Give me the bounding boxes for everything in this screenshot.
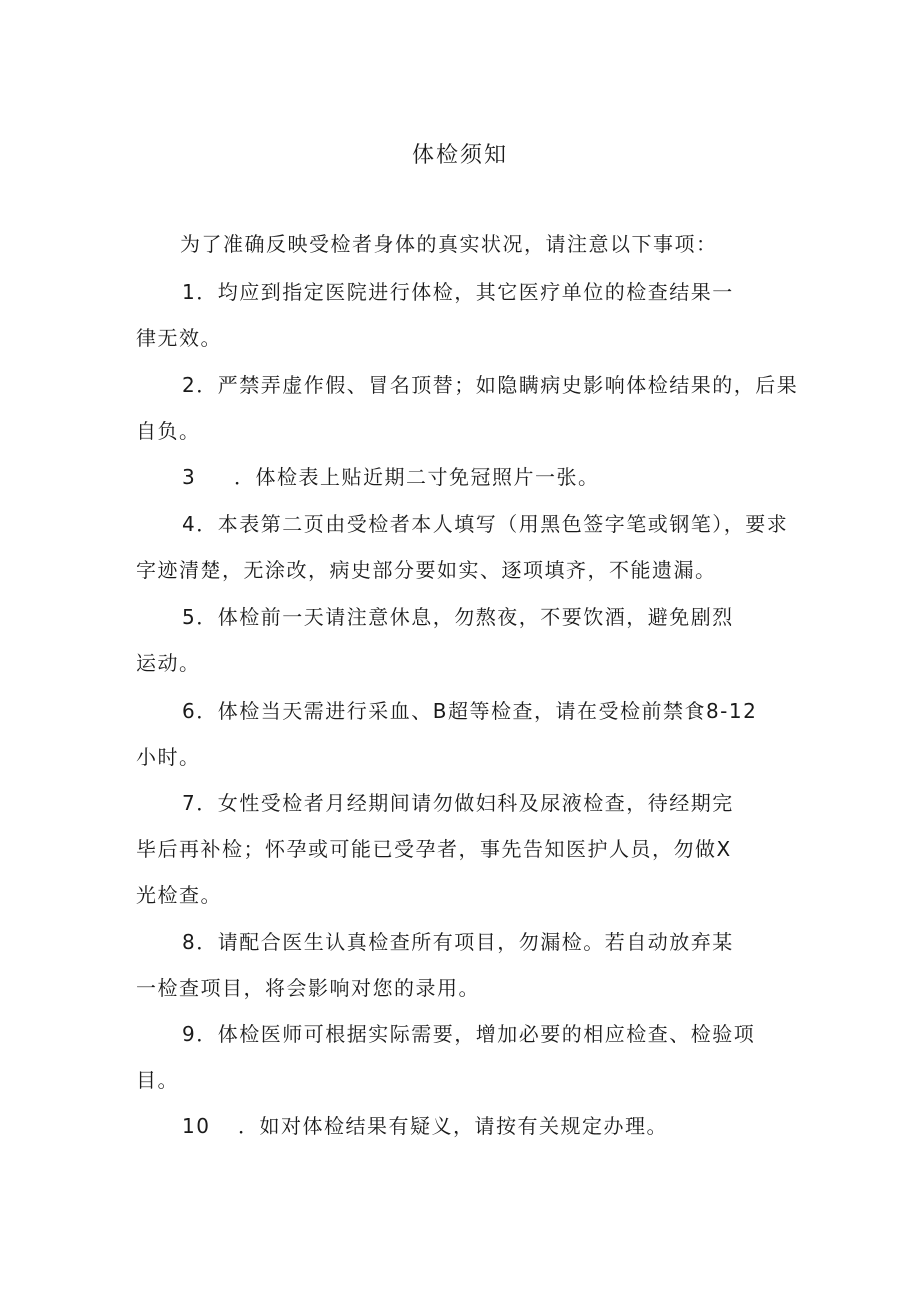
notice-item-1-line-1: 1．均应到指定医院进行体检，其它医疗单位的检查结果一 [182,280,734,304]
item-number: 8 [182,930,197,954]
item-number: 7 [182,791,197,815]
notice-item-5-line-1: 5．体检前一天请注意休息，勿熬夜，不要饮酒，避免剧烈 [182,605,734,629]
notice-item-2-line-1: 2．严禁弄虚作假、冒名顶替；如隐瞒病史影响体检结果的，后果 [182,373,799,397]
item-number: 6 [182,699,197,723]
notice-item-9-line-2: 目。 [136,1068,179,1092]
notice-item-4-line-1: 4．本表第二页由受检者本人填写（用黑色签字笔或钢笔），要求 [182,512,789,536]
item-number: 10 [182,1114,211,1138]
notice-item-6-line-2: 小时。 [136,745,201,769]
intro-text: 为了准确反映受检者身体的真实状况，请注意以下事项： [180,232,718,256]
notice-item-5-line-2: 运动。 [136,651,201,675]
notice-item-8-line-2: 一检查项目，将会影响对您的录用。 [136,976,480,1000]
item-number: 3 [182,465,197,489]
item-number: 1 [182,280,197,304]
item-number: 9 [182,1022,197,1046]
item-number: 5 [182,605,197,629]
notice-item-2-line-2: 自负。 [136,419,201,443]
page-title: 体检须知 [411,143,508,168]
notice-item-7-line-1: 7．女性受检者月经期间请勿做妇科及尿液检查，待经期完 [182,791,734,815]
notice-item-9-line-1: 9．体检医师可根据实际需要，增加必要的相应检查、检验项 [182,1022,756,1046]
notice-item-6-line-1: 6．体检当天需进行采血、B超等检查，请在受检前禁食8-12 [182,699,758,723]
item-number: 4 [182,512,197,536]
notice-item-3-line-1: 3 ．体检表上贴近期二寸免冠照片一张。 [182,465,600,489]
notice-item-10-line-1: 10 ．如对体检结果有疑义，请按有关规定办理。 [182,1114,668,1138]
notice-item-7-line-2: 毕后再补检；怀孕或可能已受孕者，事先告知医护人员，勿做X [136,837,732,861]
notice-item-4-line-2: 字迹清楚，无涂改，病史部分要如实、逐项填齐，不能遗漏。 [136,558,717,582]
notice-item-1-line-2: 律无效。 [136,326,222,350]
notice-item-7-line-3: 光检查。 [136,883,222,907]
item-number: 2 [182,373,197,397]
notice-item-8-line-1: 8．请配合医生认真检查所有项目，勿漏检。若自动放弃某 [182,930,734,954]
